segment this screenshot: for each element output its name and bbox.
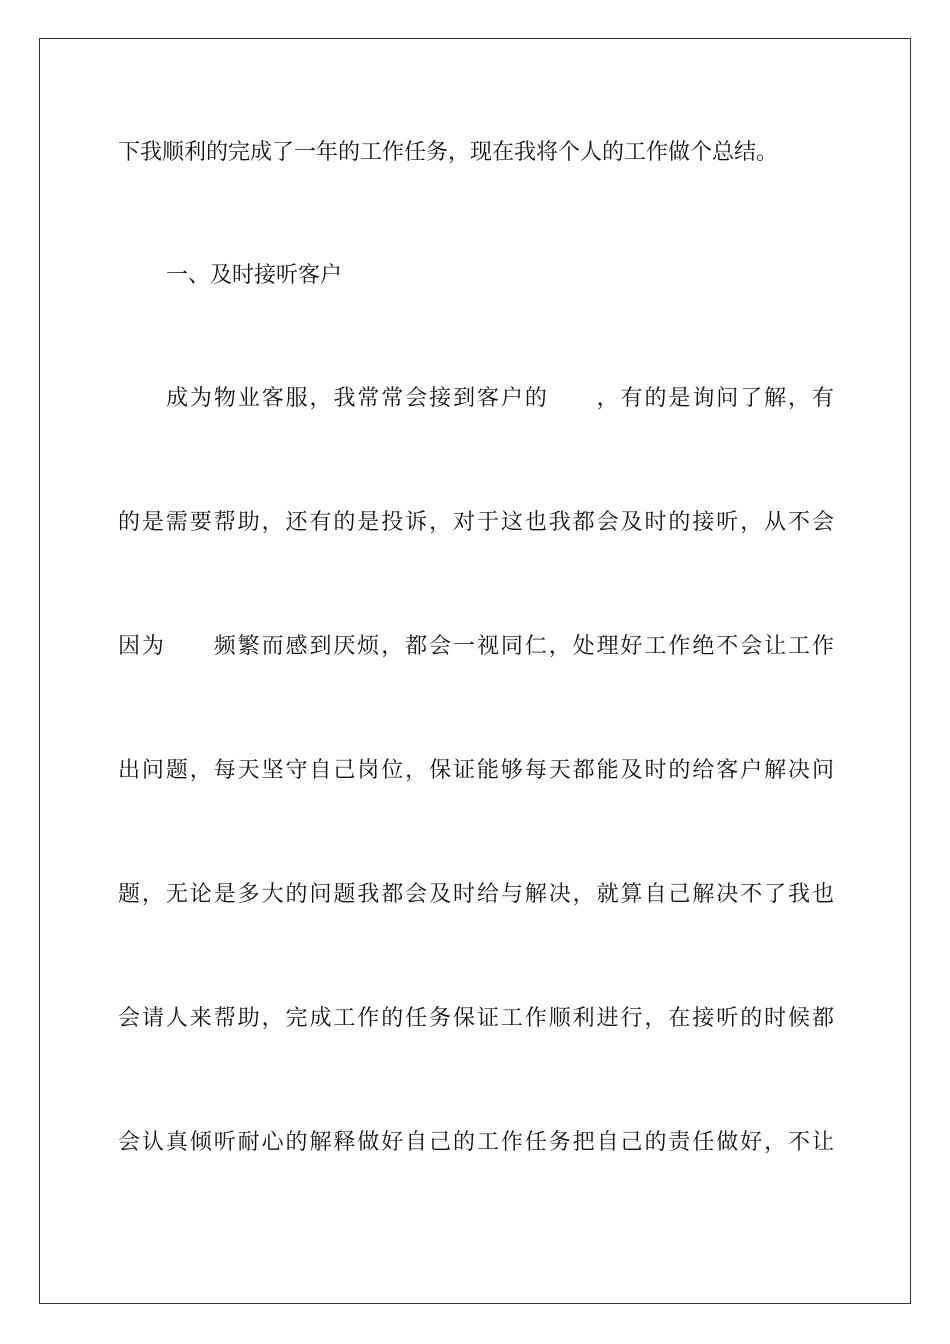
paragraph-line-6: 题，无论是多大的问题我都会及时给与解决，就算自己解决不了我也 [118,882,834,907]
page-border [39,38,911,1304]
paragraph-line-1: 下我顺利的完成了一年的工作任务，现在我将个人的工作做个总结。 [118,140,779,165]
paragraph-line-5: 出问题，每天坚守自己岗位，保证能够每天都能及时的给客户解决问 [118,758,834,783]
paragraph-line-3: 的是需要帮助，还有的是投诉，对于这也我都会及时的接听，从不会 [118,510,834,535]
section-heading: 一、及时接听客户 [166,263,343,288]
paragraph-line-8: 会认真倾听耐心的解释做好自己的工作任务把自己的责任做好，不让 [118,1130,834,1155]
paragraph-line-4: 因为 频繁而感到厌烦，都会一视同仁，处理好工作绝不会让工作 [118,634,834,659]
paragraph-line-2: 成为物业客服，我常常会接到客户的 ，有的是询问了解，有 [166,386,834,411]
paragraph-line-7: 会请人来帮助，完成工作的任务保证工作顺利进行，在接听的时候都 [118,1006,834,1031]
